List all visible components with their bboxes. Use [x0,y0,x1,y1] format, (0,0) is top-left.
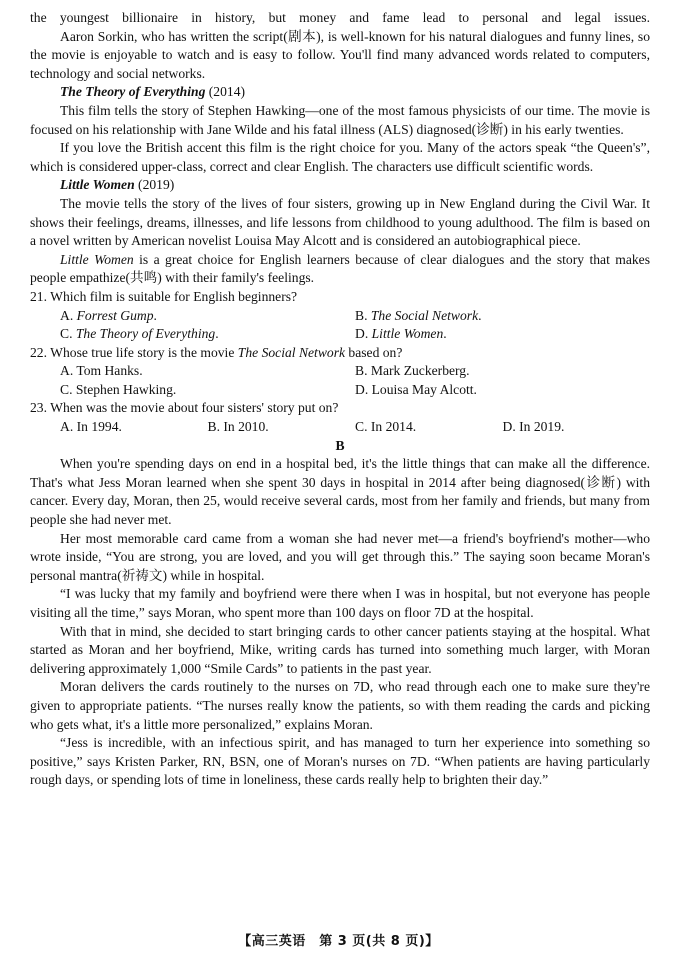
option-a: A. Tom Hanks. [60,363,143,379]
option-b: B. In 2010. [207,419,269,435]
paragraph-theory-1: This film tells the story of Stephen Hawking—one of the most famous physicists of our time. The movie is focused on his relationship with Jane Wilde and his fatal illness (ALS) diagnosed(诊断) in his early twenties. [30,102,650,137]
question-21: 21. Which film is suitable for English beginners? [30,288,298,304]
option-a: A. Forrest Gump. [60,307,157,323]
paragraph-b-1: When you're spending days on end in a hospital bed, it's the little things that can make all the difference. That's what Jess Moran learned when she spent 30 days in hospital in 2014 after being diagnosed(诊断) with cancer. Every day, Moran, then 25, would receive several cards, most from her family and friends, but many from people she had never met. [30,456,650,528]
option-a: A. In 1994. [60,419,122,435]
options-row [30,307,650,326]
option-d: D. In 2019. [502,419,565,435]
option-c: C. Stephen Hawking. [60,381,177,397]
italic-title: Little Women [60,251,134,267]
options-row [30,418,650,437]
paragraph-little-women-2 [30,251,650,288]
page-content [30,9,650,790]
paragraph-b-6: “Jess is incredible, with an infectious spirit, and has managed to turn her experience into something so positive,” says Kristen Parker, RN, BSN, one of Moran's nurses on 7D. “When patients are having particularly rough days, or spending lots of time in loneliness, these cards really help to brighten their day.” [30,735,650,788]
option-c: C. The Theory of Everything. [60,326,219,342]
options-row [30,381,650,400]
option-d: D. Little Women. [355,326,447,342]
option-b: B. Mark Zuckerberg. [355,363,470,379]
film-year: (2019) [138,177,175,193]
question-22: 22. Whose true life story is the movie The Social Network based on? [30,344,403,360]
options-row [30,362,650,381]
section-label-b: B [335,437,345,453]
paragraph-b-3: “I was lucky that my family and boyfriend were there when I was in hospital, but not everyone has people visiting all the time,” says Moran, who spent more than 100 days on floor 7D at the hospital. [30,586,650,620]
options-row [30,325,650,344]
paragraph-theory-2: If you love the British accent this film is the right choice for you. Many of the actors speak “the Queen's”, which is considered upper-class, correct and clear English. The characters use difficult scientific words. [30,140,650,174]
option-d: D. Louisa May Alcott. [355,381,477,397]
paragraph-sorkin: Aaron Sorkin, who has written the script(剧本), is well-known for his natural dialogues and funny lines, so the movie is enjoyable to watch and is easy to follow. You'll find many advanced words related to computers, technology and social networks. [30,28,650,81]
paragraph-b-2: Her most memorable card came from a woman she had never met—a friend's boyfriend's mother—who wrote inside, “You are strong, you are loved, and you will get through this.” The saying soon became Moran's personal mantra(祈祷文) while in hospital. [30,530,650,583]
question-23: 23. When was the movie about four sisters' story put on? [30,400,339,416]
option-c: C. In 2014. [355,419,417,435]
paragraph-text: is a great choice for English learners because of clear dialogues and the story that makes people empathize(共鸣) with their family's feelings. [30,251,650,286]
option-b: B. The Social Network. [355,307,482,323]
film-heading-little-women [60,176,650,195]
film-heading-theory [60,83,650,102]
paragraph-b-5: Moran delivers the cards routinely to the nurses on 7D, who read through each one to make sure they're given to appropriate patients. “The nurses really know the patients, so with them reading the cards and picking who gets what, it's a little more personalized,” explains Moran. [30,679,650,732]
film-title: The Theory of Everything [60,84,206,100]
paragraph-little-women-1: The movie tells the story of the lives of four sisters, growing up in New England during the Civil War. It shows their feelings, dreams, illnesses, and life lessons from childhood to young adulthood. The film is based on a novel written by American novelist Louisa May Alcott and is considered an autobiographical piece. [30,195,650,249]
passage-a-continuation: the youngest billionaire in history, but money and fame lead to personal and legal issues. [30,10,650,25]
film-title: Little Women [60,177,135,193]
film-year: (2014) [208,84,246,100]
page-footer: 【高三英语 第 3 页(共 8 页)】 [238,934,439,949]
paragraph-b-4: With that in mind, she decided to start bringing cards to other cancer patients staying at the hospital. What started as Moran and her boyfriend, Mike, writing cards has turned into something much larger, with Moran delivering approximately 1,000 “Smile Cards” to patients in the past year. [30,623,650,676]
